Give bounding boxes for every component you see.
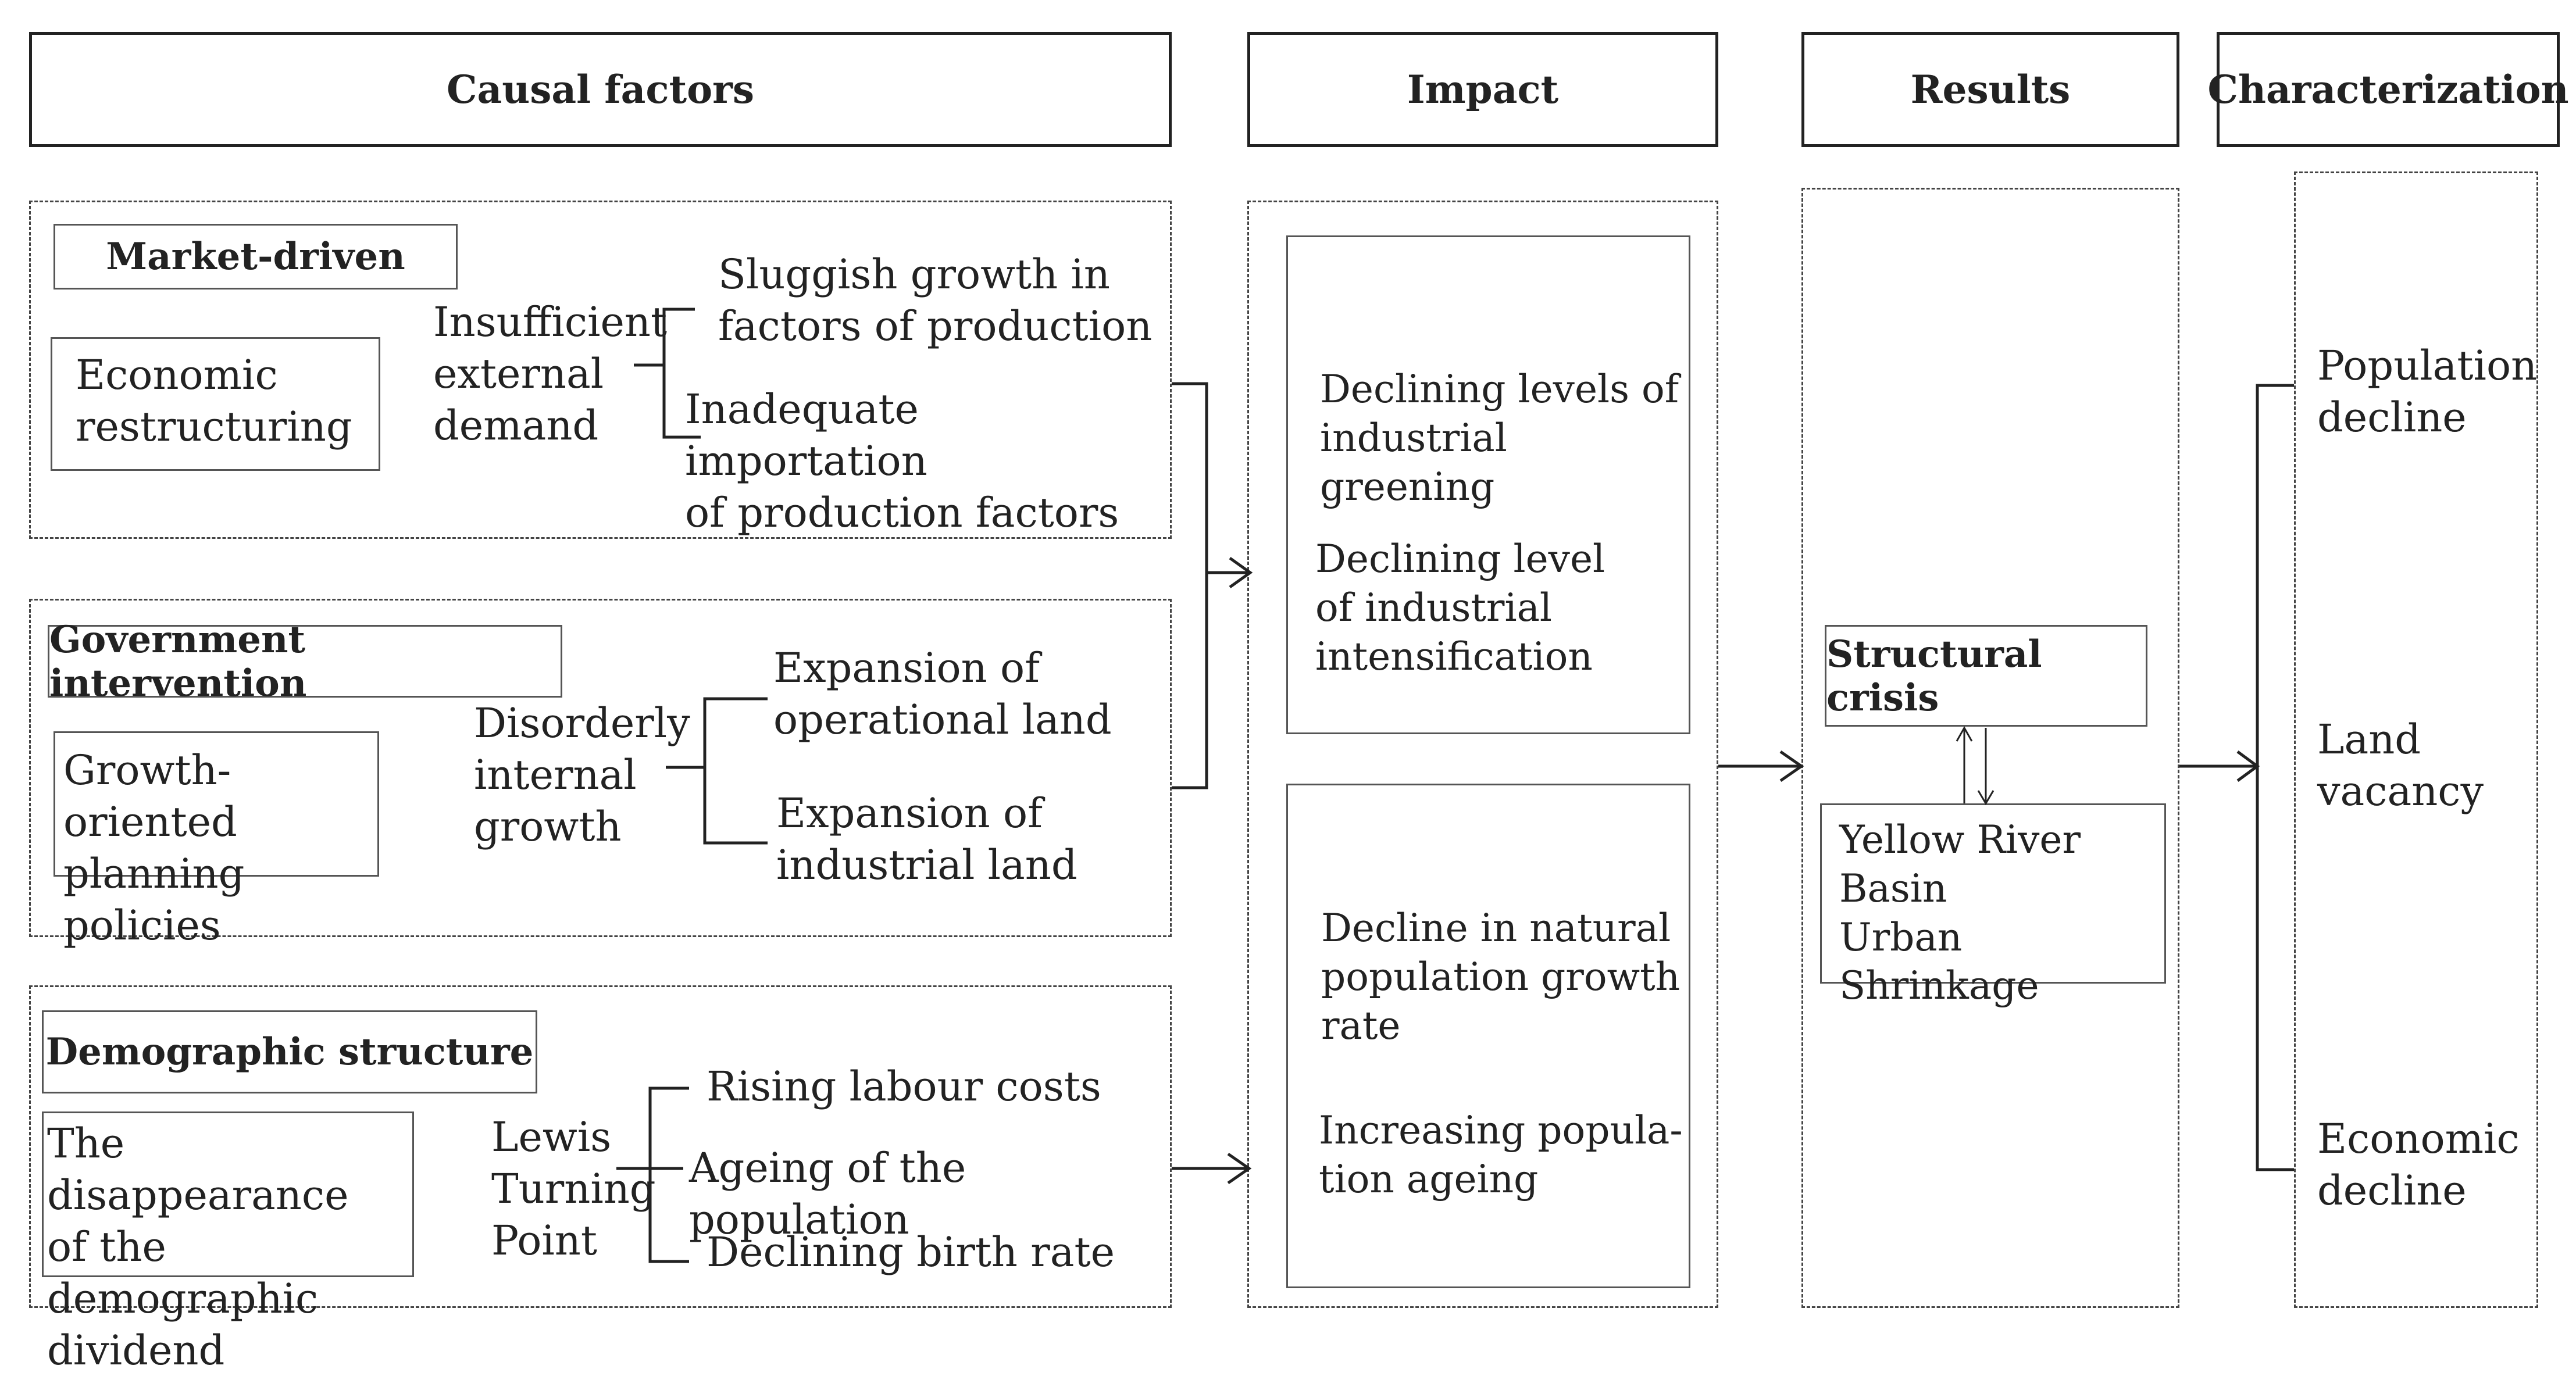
government-intervention-title: Government intervention	[48, 625, 562, 698]
economic-decline-label: Economic decline	[2317, 1115, 2520, 1214]
expansion-operational-land-label: Expansion of operational land	[773, 644, 1112, 744]
economic-restructuring-box: Economic restructuring	[51, 337, 380, 471]
rising-labour-costs-label: Rising labour costs	[707, 1063, 1101, 1110]
structural-crisis-box: Structural crisis	[1825, 625, 2147, 727]
urban-shrinkage-box: Yellow River Basin Urban Shrinkage	[1820, 803, 2166, 984]
ageing-population-label: Ageing of the population	[689, 1144, 966, 1243]
population-ageing-label: Increasing popula- tion ageing	[1319, 1108, 1683, 1202]
growth-oriented-policies-box: Growth-oriented planning policies	[53, 731, 379, 877]
natural-population-growth-label: Decline in natural population growth rate	[1321, 906, 1681, 1048]
panel-results	[1801, 188, 2179, 1308]
expansion-industrial-land-label: Expansion of industrial land	[776, 789, 1078, 889]
lewis-turning-point-label: Lewis Turning Point	[491, 1113, 656, 1264]
header-results: Results	[1801, 32, 2179, 147]
industrial-greening-label: Declining levels of industrial greening	[1320, 367, 1679, 509]
header-characterization: Characterization	[2217, 32, 2560, 147]
insufficient-external-demand-label: Insufficient external demand	[433, 298, 668, 449]
population-decline-label: Population decline	[2317, 342, 2538, 441]
market-driven-title: Market-driven	[53, 224, 458, 290]
disorderly-internal-growth-label: Disorderly internal growth	[474, 699, 690, 850]
inadequate-importation-label: Inadequate importation of production factors	[685, 385, 1119, 537]
land-vacancy-label: Land vacancy	[2317, 716, 2484, 815]
demographic-dividend-box: The disappearance of the demographic dividend	[42, 1111, 414, 1277]
sluggish-growth-label: Sluggish growth in factors of production	[718, 251, 1153, 350]
header-impact: Impact	[1247, 32, 1718, 147]
header-causal-factors: Causal factors	[29, 32, 1172, 147]
demographic-structure-title: Demographic structure	[42, 1010, 537, 1093]
declining-birth-rate-label: Declining birth rate	[707, 1228, 1115, 1276]
industrial-intensification-label: Declining level of industrial intensification	[1315, 537, 1605, 679]
